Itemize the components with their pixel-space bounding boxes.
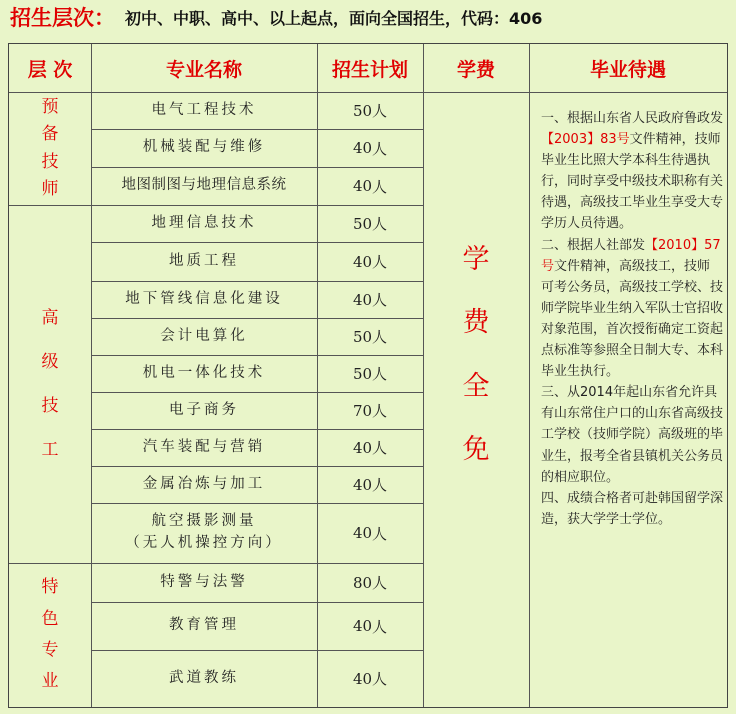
treatment-item-2: 二、根据人社部发【2010】57号文件精神，高级技工，技师可考公务员，高级技工学校、技师学院毕业生纳入军队士官招收对象范围，首次授衔确定工资起点标准等参照全日制大专、本科毕业生执行。 — [541, 237, 724, 380]
grid-line — [529, 44, 530, 707]
fee-char: 费 — [462, 307, 490, 339]
fee-char: 学 — [462, 243, 490, 275]
tuition-free-cell — [423, 92, 529, 707]
grid-line — [91, 355, 423, 356]
grid-line — [91, 129, 423, 130]
major-cell: 特警与法警 — [160, 573, 248, 590]
plan-cell: 50 人 — [352, 214, 388, 233]
plan-cell: 40 人 — [352, 617, 388, 636]
major-cell: 武道教练 — [169, 669, 239, 686]
treatment-item-4: 四、成绩合格者可赴韩国留学深造，获大学学士学位。 — [541, 490, 724, 527]
grid-line — [91, 602, 423, 603]
major-cell: 航空摄影测量 （无人机操控方向） — [91, 503, 317, 563]
col-header-major: 专业名称 — [165, 58, 242, 81]
plan-cell: 40 人 — [352, 252, 388, 271]
grid-line — [91, 44, 92, 707]
treatment-item-1: 一、根据山东省人民政府鲁政发【2003】83号文件精神，技师毕业生比照大学本科生待遇执行，同时享受中级技术职称有关待遇，高级技工毕业生享受大专学历人员待遇。 — [541, 111, 724, 232]
fee-char: 免 — [462, 433, 490, 465]
page-header — [10, 2, 542, 32]
header-text: 初中、中职、高中、以上起点，面向全国招生，代码：406 — [125, 8, 543, 28]
plan-cell: 40 人 — [352, 524, 388, 543]
major-cell: 会计电算化 — [160, 327, 248, 344]
level-char: 师 — [41, 178, 59, 199]
level-group-senior-technician — [9, 205, 91, 563]
major-cell: 汽车装配与营销 — [142, 438, 266, 455]
major-cell: 地理信息技术 — [151, 214, 257, 231]
level-char: 预 — [41, 97, 59, 118]
major-cell: 地下管线信息化建设 — [125, 290, 283, 307]
plan-cell: 50 人 — [352, 101, 388, 120]
grid-line — [9, 563, 423, 564]
grid-line — [91, 318, 423, 319]
level-char: 备 — [41, 124, 59, 145]
level-char: 工 — [41, 440, 59, 461]
grid-line — [91, 503, 423, 504]
level-char: 特 — [41, 577, 59, 598]
major-subtitle: （无人机操控方向） — [125, 535, 283, 551]
level-char: 技 — [41, 396, 59, 416]
grid-line — [9, 205, 423, 206]
grid-line — [91, 650, 423, 651]
plan-cell: 50 人 — [352, 364, 388, 383]
level-char: 色 — [41, 608, 59, 629]
level-group-preliminary-technician — [9, 92, 91, 205]
level-char: 级 — [41, 351, 59, 372]
grid-line — [91, 392, 423, 393]
major-cell: 机电一体化技术 — [142, 364, 266, 381]
major-cell: 机械装配与维修 — [142, 139, 266, 156]
major-cell: 地质工程 — [169, 252, 239, 269]
plan-cell: 50 人 — [352, 327, 388, 346]
plan-cell: 40 人 — [352, 290, 388, 309]
grid-line — [317, 44, 318, 707]
col-header-level: 层 次 — [27, 58, 73, 81]
major-cell: 电子商务 — [169, 401, 239, 418]
col-header-treatment: 毕业待遇 — [589, 58, 666, 81]
col-header-plan: 招生计划 — [331, 58, 408, 81]
grid-line — [423, 44, 424, 707]
grid-line — [91, 242, 423, 243]
grid-line — [91, 466, 423, 467]
major-cell: 电气工程技术 — [151, 101, 257, 118]
level-char: 高 — [41, 307, 59, 328]
level-char: 技 — [41, 151, 59, 172]
fee-char: 全 — [462, 370, 490, 402]
level-group-special-majors — [9, 563, 91, 707]
enrollment-table — [8, 43, 728, 708]
level-char: 业 — [41, 671, 59, 692]
plan-cell: 40 人 — [352, 669, 388, 688]
col-header-fee: 学费 — [456, 58, 495, 81]
grid-line — [9, 92, 727, 93]
plan-cell: 40 人 — [352, 438, 388, 457]
header-label: 招生层次： — [10, 6, 115, 30]
major-cell: 地图制图与地理信息系统 — [121, 177, 287, 194]
plan-cell: 70 人 — [352, 401, 388, 420]
treatment-item-3: 三、从2014年起山东省允许具有山东常住户口的山东省高级技工学校（技师学院）高级班的毕业生，报考全省县镇机关公务员的相应职位。 — [541, 385, 724, 485]
grid-line — [91, 281, 423, 282]
major-cell: 教育管理 — [169, 617, 239, 634]
graduation-treatment-text — [541, 108, 723, 708]
grid-line — [91, 167, 423, 168]
level-char: 专 — [41, 640, 59, 660]
plan-cell: 40 人 — [352, 139, 388, 158]
plan-cell: 40 人 — [352, 177, 388, 196]
plan-cell: 40 人 — [352, 475, 388, 494]
major-cell: 金属冶炼与加工 — [142, 475, 266, 492]
plan-cell: 80 人 — [352, 573, 388, 592]
grid-line — [91, 429, 423, 430]
